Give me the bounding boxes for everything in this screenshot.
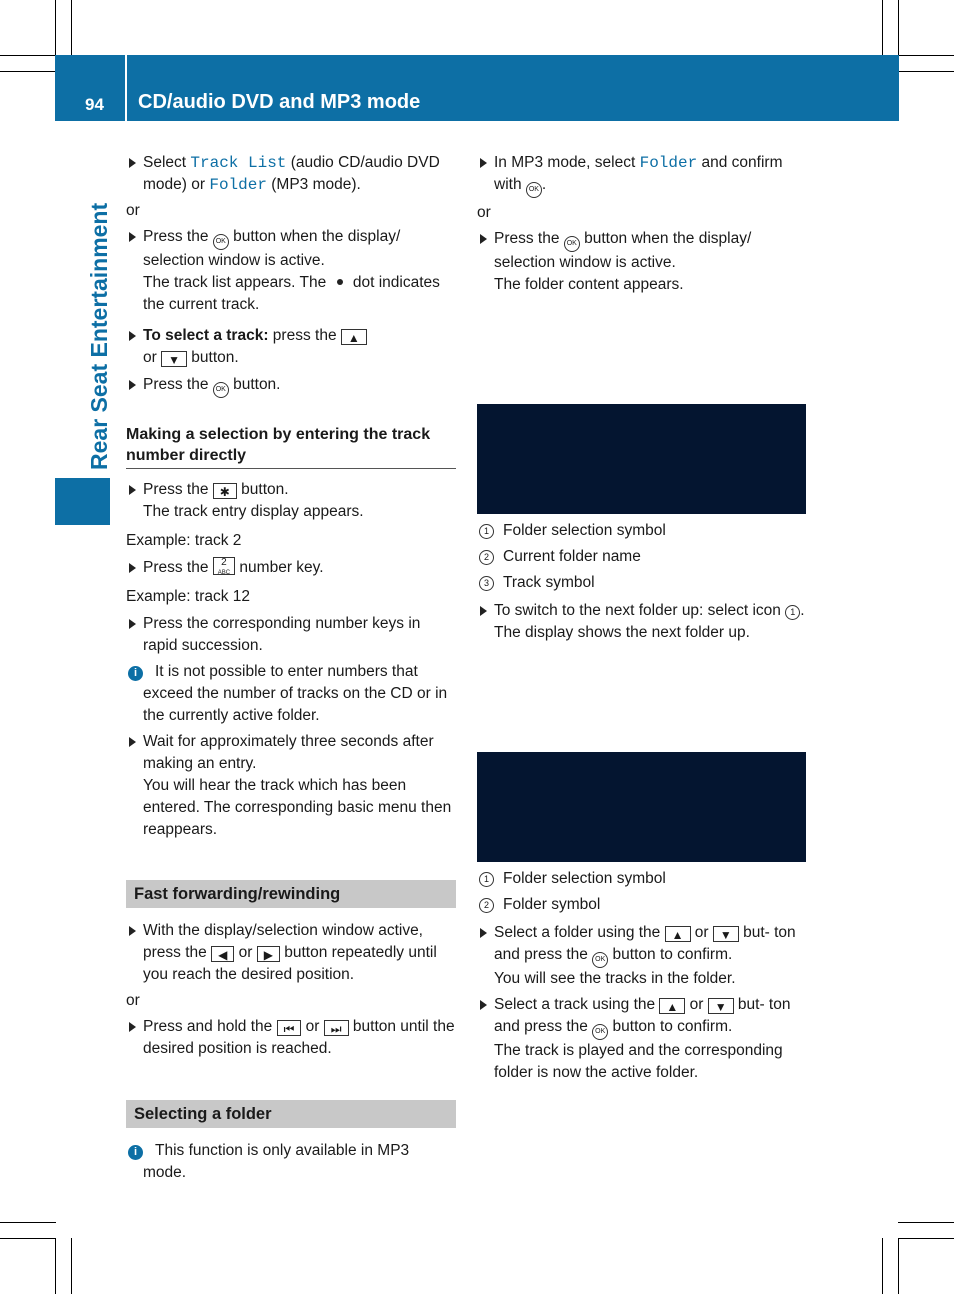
legend-list bbox=[477, 868, 807, 916]
crop-mark bbox=[898, 1222, 954, 1223]
list-item: In MP3 mode, select Folder and confirm with OK . bbox=[477, 152, 807, 198]
up-arrow-icon: ▲ bbox=[659, 998, 685, 1014]
or-text: or bbox=[126, 202, 140, 219]
ok-icon: OK bbox=[564, 236, 580, 252]
result-text: The folder content appears. bbox=[494, 276, 684, 293]
list-item: Press the OK button when the display/ selection window is active. bbox=[126, 226, 456, 272]
info-note: i This function is only available in MP3 mode. bbox=[126, 1140, 456, 1184]
list-item: Select a track using the ▲ or ▼ but- ton and press the OK button to confirm. bbox=[477, 994, 807, 1040]
list-item: Press the 2 ABC number key. bbox=[126, 557, 456, 579]
legend-item: 2 Current folder name bbox=[477, 546, 807, 568]
ok-icon: OK bbox=[592, 952, 608, 968]
crop-mark bbox=[71, 0, 72, 56]
legend-item: 2 Folder symbol bbox=[477, 894, 807, 916]
up-arrow-icon: ▲ bbox=[665, 926, 691, 942]
list-item: To select a track: press the ▲ or ▼ button. bbox=[126, 325, 456, 369]
section-heading: Making a selection by entering the track number directly bbox=[126, 424, 456, 469]
display-screenshot-folder-content bbox=[477, 404, 806, 514]
menu-term-folder: Folder bbox=[639, 154, 698, 172]
left-arrow-icon: ◀ bbox=[211, 946, 234, 962]
crop-mark bbox=[0, 1222, 56, 1223]
crop-mark bbox=[898, 1238, 954, 1239]
crop-mark bbox=[0, 55, 56, 56]
result-text: The track list appears. The dot indicates the current track. bbox=[143, 274, 440, 313]
page-number: 94 bbox=[85, 95, 104, 114]
section-bar-fast-forwarding: Fast forwarding/rewinding bbox=[126, 880, 456, 908]
legend-item: 1 Folder selection symbol bbox=[477, 520, 807, 542]
left-column bbox=[126, 152, 456, 1188]
legend-item: 3 Track symbol bbox=[477, 572, 807, 594]
crop-mark bbox=[71, 1238, 72, 1294]
up-arrow-icon: ▲ bbox=[341, 329, 367, 345]
side-tab-marker bbox=[55, 478, 110, 525]
menu-term-folder: Folder bbox=[209, 176, 267, 194]
crop-mark bbox=[882, 0, 883, 56]
crop-mark bbox=[898, 55, 954, 56]
ok-icon: OK bbox=[213, 234, 229, 250]
info-icon: i bbox=[128, 1145, 143, 1160]
list-item: With the display/selection window active, press the ◀ or ▶ button repeatedly until you reach the desired position. bbox=[126, 920, 456, 986]
list-item: Select a folder using the ▲ or ▼ but- ton and press the OK button to confirm. bbox=[477, 922, 807, 968]
down-arrow-icon: ▼ bbox=[708, 998, 734, 1014]
header-divider bbox=[125, 55, 127, 121]
result-text: You will see the tracks in the folder. bbox=[494, 970, 736, 987]
list-item: Press the corresponding number keys in rapid succession. bbox=[126, 613, 456, 657]
list-item: Press the OK button. bbox=[126, 374, 456, 398]
crop-mark bbox=[898, 1238, 899, 1294]
number-key-2-icon: 2 ABC bbox=[213, 557, 235, 575]
callout-number: 3 bbox=[479, 576, 494, 591]
list-item: Press the ✱ button. bbox=[126, 479, 456, 501]
result-text: The track entry display appears. bbox=[143, 503, 364, 520]
ok-icon: OK bbox=[526, 182, 542, 198]
page-title: CD/audio DVD and MP3 mode bbox=[138, 91, 421, 113]
down-arrow-icon: ▼ bbox=[161, 351, 187, 367]
callout-number: 1 bbox=[479, 524, 494, 539]
ok-icon: OK bbox=[592, 1024, 608, 1040]
callout-number: 2 bbox=[479, 898, 494, 913]
star-icon: ✱ bbox=[213, 483, 237, 499]
section-bar-selecting-folder: Selecting a folder bbox=[126, 1100, 456, 1128]
display-screenshot-next-folder bbox=[477, 752, 806, 862]
right-column bbox=[477, 152, 807, 1088]
right-arrow-icon: ▶ bbox=[257, 946, 280, 962]
callout-number: 1 bbox=[785, 605, 800, 620]
crop-mark bbox=[0, 1238, 56, 1239]
result-text: The track is played and the corresponding folder is now the active folder. bbox=[494, 1042, 783, 1081]
down-arrow-icon: ▼ bbox=[713, 926, 739, 942]
dot-icon bbox=[337, 279, 343, 285]
legend-item: 1 Folder selection symbol bbox=[477, 868, 807, 890]
example-text: Example: track 12 bbox=[126, 588, 251, 605]
crop-mark bbox=[55, 0, 56, 56]
info-note: i It is not possible to enter numbers that exceed the number of tracks on the CD or in the currently active folder. bbox=[126, 661, 456, 727]
ok-icon: OK bbox=[213, 382, 229, 398]
list-item: Select Track List (audio CD/audio DVD mode) or Folder (MP3 mode). bbox=[126, 152, 456, 196]
list-item: Press and hold the ⏮ or ⏭ button until the desired position is reached. bbox=[126, 1016, 456, 1060]
callout-number: 2 bbox=[479, 550, 494, 565]
list-item: Wait for approximately three seconds after making an entry. bbox=[126, 731, 456, 775]
example-text: Example: track 2 bbox=[126, 532, 242, 549]
list-item: Press the OK button when the display/ selection window is active. bbox=[477, 228, 807, 274]
result-text: You will hear the track which has been entered. The corresponding basic menu then reappears. bbox=[143, 777, 452, 838]
crop-mark bbox=[0, 71, 56, 72]
callout-number: 1 bbox=[479, 872, 494, 887]
next-track-icon: ⏭ bbox=[324, 1020, 349, 1036]
info-icon: i bbox=[128, 666, 143, 681]
side-tab-label: Rear Seat Entertainment bbox=[86, 202, 112, 470]
crop-mark bbox=[55, 1238, 56, 1294]
previous-track-icon: ⏮ bbox=[277, 1020, 302, 1036]
crop-mark bbox=[898, 71, 954, 72]
result-text: The display shows the next folder up. bbox=[494, 624, 750, 641]
list-item: To switch to the next folder up: select icon 1 . bbox=[477, 600, 807, 622]
crop-mark bbox=[882, 1238, 883, 1294]
legend-list bbox=[477, 520, 807, 594]
crop-mark bbox=[898, 0, 899, 56]
or-text: or bbox=[126, 992, 140, 1009]
page-header bbox=[55, 55, 899, 121]
menu-term-track-list: Track List bbox=[190, 154, 287, 172]
or-text: or bbox=[477, 204, 491, 221]
